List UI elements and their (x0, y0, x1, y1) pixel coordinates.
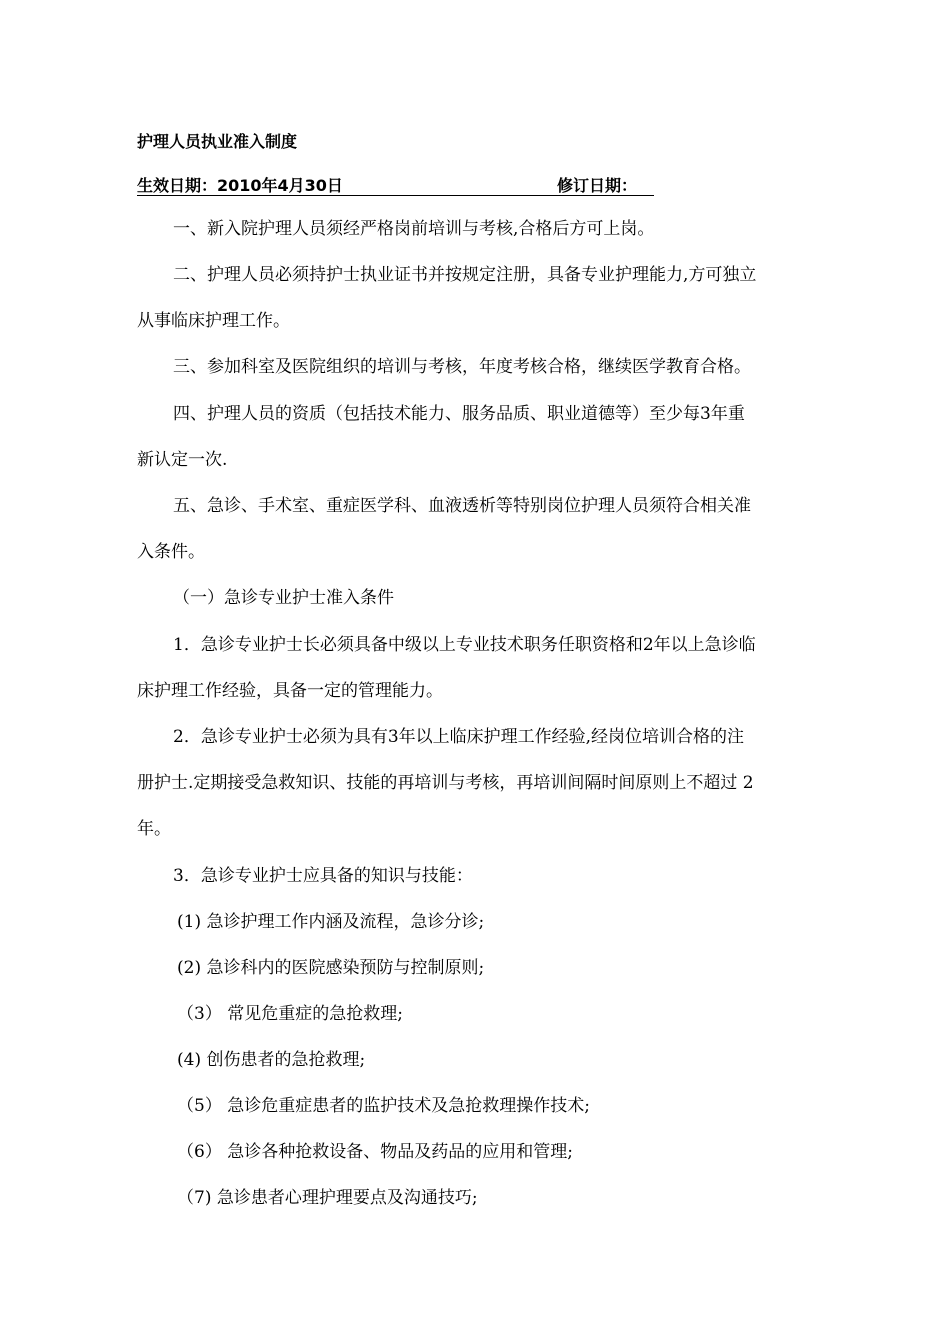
list-item: （3） 常见危重症的急抢救理; (177, 1004, 403, 1024)
paragraph-3-line-1: 三、参加科室及医院组织的培训与考核，年度考核合格，继续医学教育合格。 (173, 357, 751, 377)
document-title: 护理人员执业准入制度 (137, 132, 298, 151)
paragraph-4-line-2: 新认定一次. (137, 450, 228, 470)
list-item: (4) 创伤患者的急抢救理; (177, 1050, 366, 1070)
revision-date: 修订日期： (557, 176, 638, 195)
list-item: (2) 急诊科内的医院感染预防与控制原则; (177, 958, 485, 978)
list-item: (1) 急诊护理工作内涵及流程，急诊分诊; (177, 912, 485, 932)
paragraph-item-1-line-1: 1．急诊专业护士长必须具备中级以上专业技术职务任职资格和2年以上急诊临 (173, 635, 756, 655)
paragraph-item-2-line-3: 年。 (137, 819, 171, 839)
paragraph-item-1-line-2: 床护理工作经验，具备一定的管理能力。 (137, 681, 443, 701)
paragraph-2-line-2: 从事临床护理工作。 (137, 311, 290, 331)
effective-date: 生效日期：2010年4月30日 (137, 176, 343, 195)
paragraph-5-line-1: 五、急诊、手术室、重症医学科、血液透析等特别岗位护理人员须符合相关准 (173, 496, 751, 516)
section-heading-line: （一）急诊专业护士准入条件 (173, 588, 394, 608)
list-item: （6） 急诊各种抢救设备、物品及药品的应用和管理; (177, 1142, 573, 1162)
paragraph-2-line-1: 二、护理人员必须持护士执业证书并按规定注册，具备专业护理能力,方可独立 (173, 265, 757, 285)
list-item: （5） 急诊危重症患者的监护技术及急抢救理操作技术; (177, 1096, 590, 1116)
paragraph-item-2-line-2: 册护士.定期接受急救知识、技能的再培训与考核，再培训间隔时间原则上不超过 2 (137, 773, 754, 793)
paragraph-5-line-2: 入条件。 (137, 542, 205, 562)
paragraph-item-3-line-1: 3．急诊专业护士应具备的知识与技能： (173, 866, 473, 886)
paragraph-item-2-line-1: 2．急诊专业护士必须为具有3年以上临床护理工作经验,经岗位培训合格的注 (173, 727, 745, 747)
paragraph-1-line-1: 一、新入院护理人员须经严格岗前培训与考核,合格后方可上岗。 (173, 219, 655, 239)
paragraph-4-line-1: 四、护理人员的资质（包括技术能力、服务品质、职业道德等）至少每3年重 (173, 404, 745, 424)
date-line (137, 173, 654, 196)
list-item: （7) 急诊患者心理护理要点及沟通技巧; (177, 1188, 478, 1208)
